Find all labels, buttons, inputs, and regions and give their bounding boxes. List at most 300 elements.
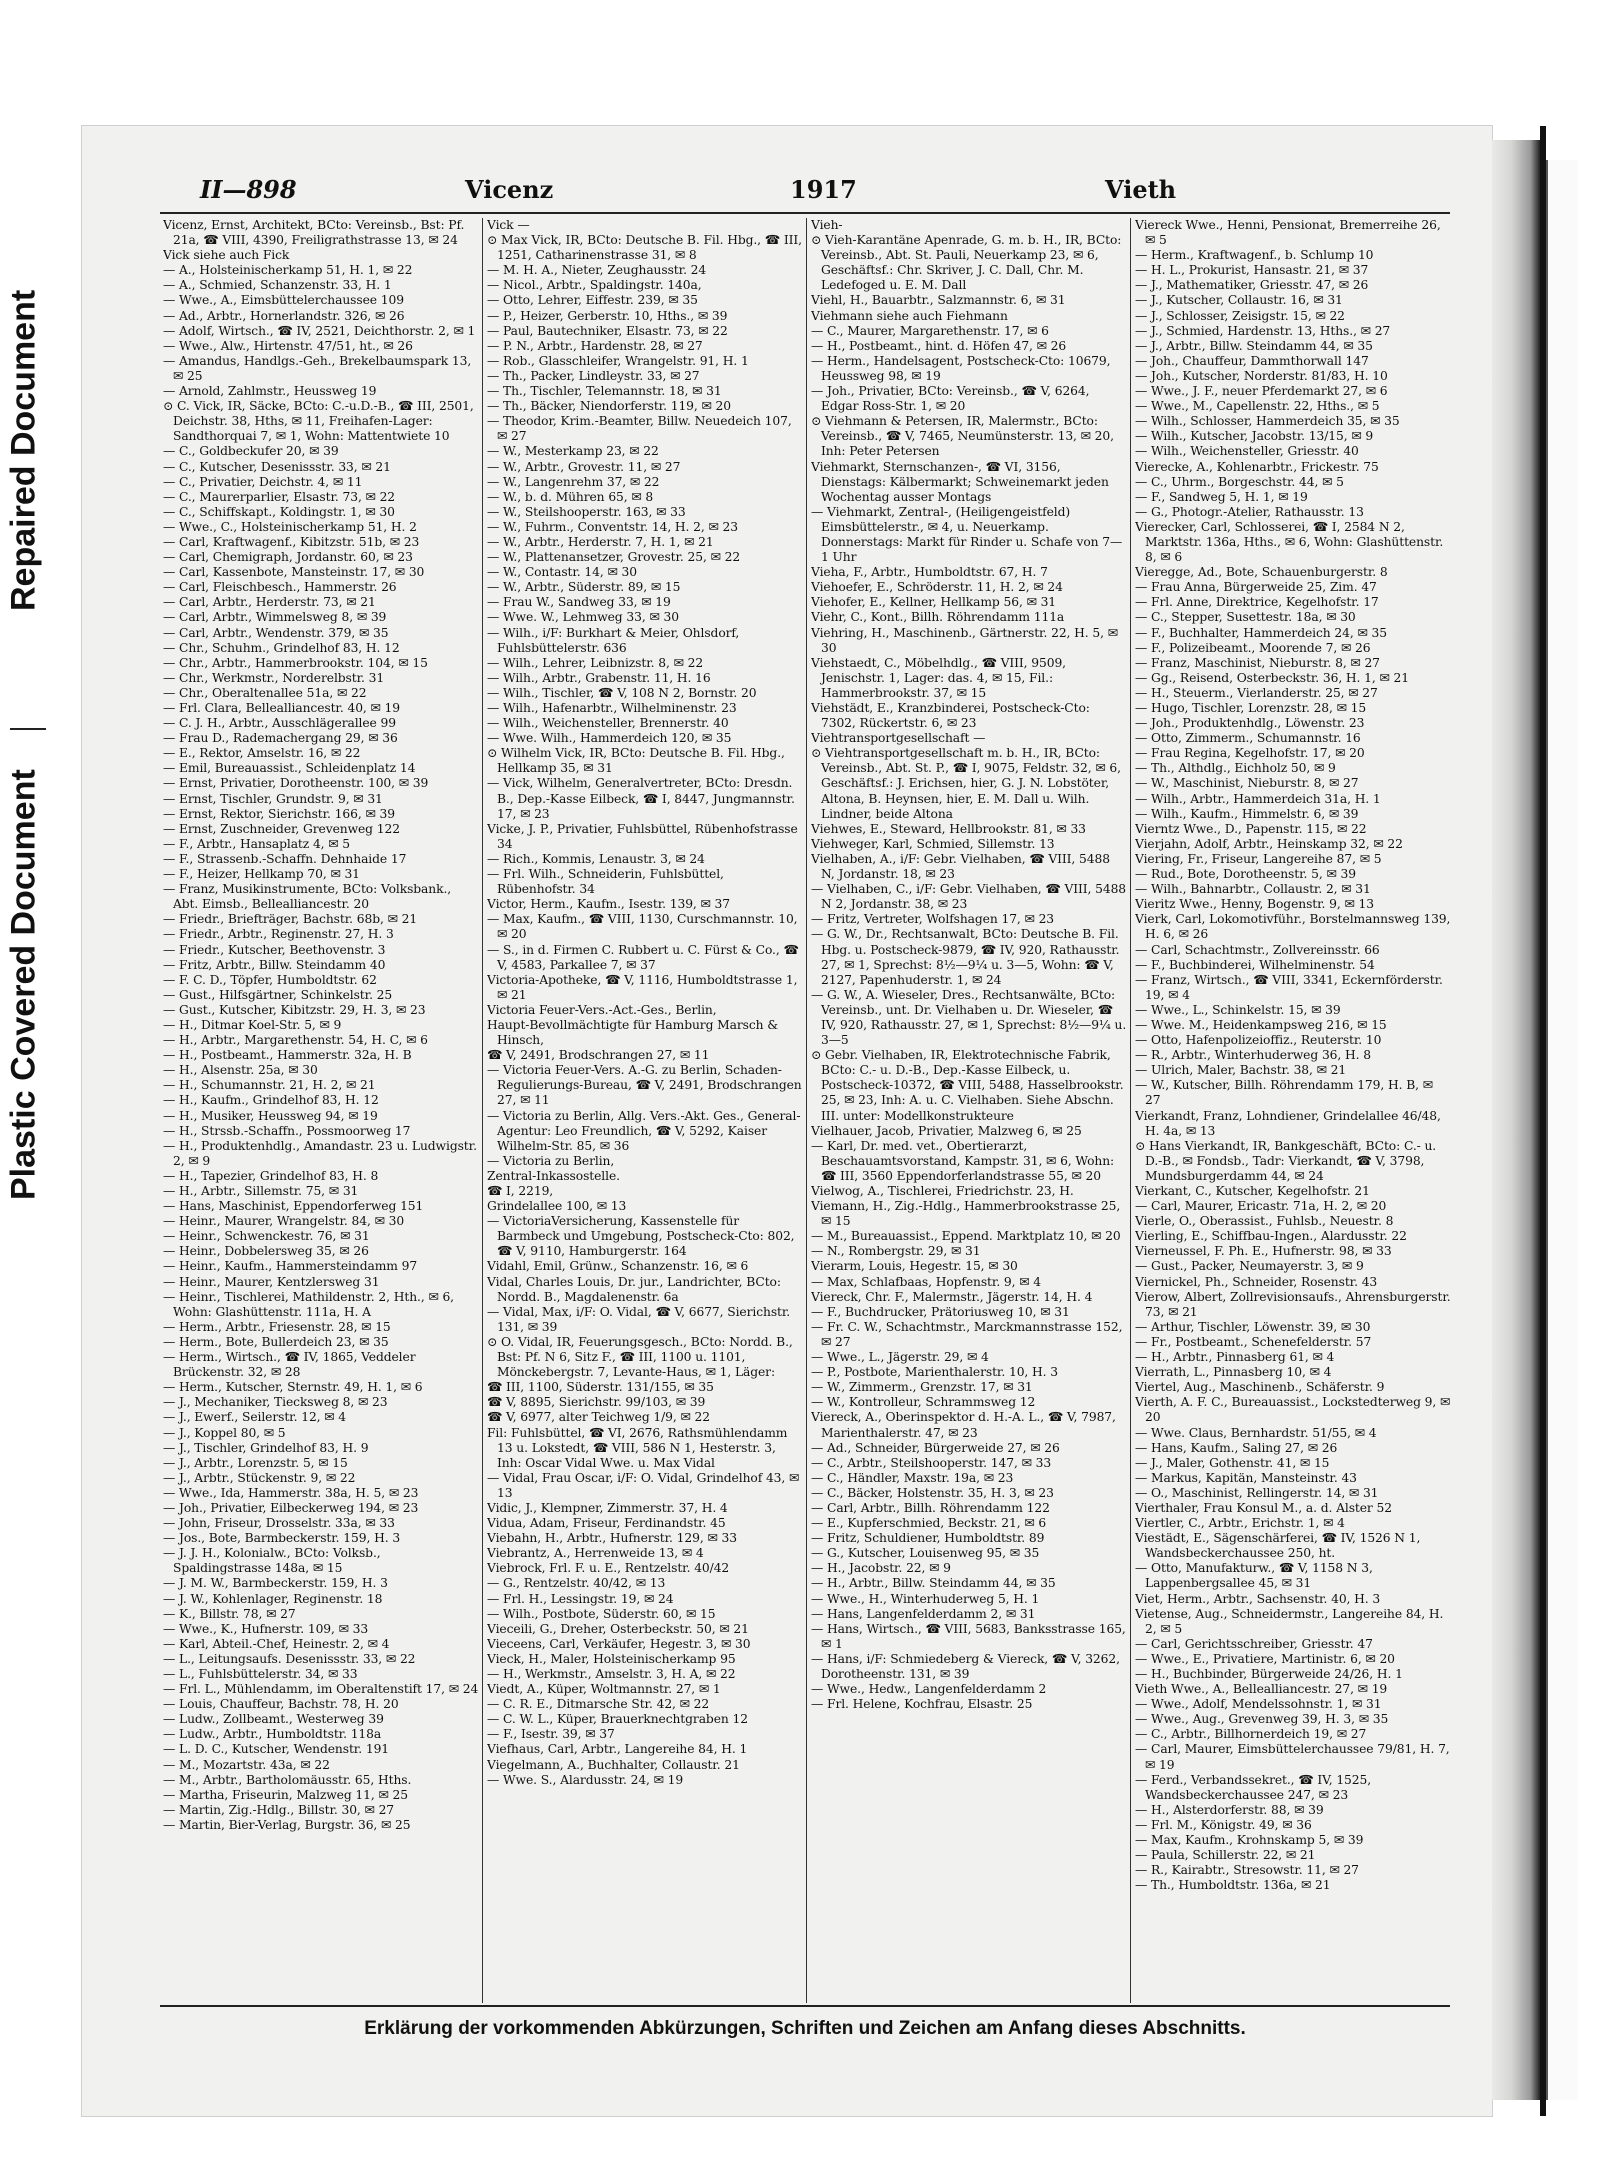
- directory-entry: — Th., Tischler, Telemannstr. 18, ✉ 31: [487, 384, 722, 399]
- directory-entry: Haupt-Bevollmächtigte für Hamburg Marsch & Hinsch,: [487, 1017, 779, 1048]
- directory-entry: Vick —: [487, 218, 530, 232]
- directory-entry: — Ad., Schneider, Bürgerweide 27, ✉ 26: [811, 1440, 1060, 1455]
- directory-entry: Viefhaus, Carl, Arbtr., Langereihe 84, H. 1: [487, 1742, 748, 1757]
- directory-entry: — Gust., Kutscher, Kibitzstr. 29, H. 3, ✉ 23: [163, 1002, 426, 1017]
- directory-entry: — H. L., Prokurist, Hansastr. 21, ✉ 37: [1135, 263, 1369, 278]
- directory-entry: — Heinr., Kaufm., Hammersteindamm 97: [163, 1259, 418, 1274]
- directory-entry: — J., Tischler, Grindelhof 83, H. 9: [163, 1440, 369, 1455]
- directory-entry: — P., Postbote, Marienthalerstr. 10, H. 3: [811, 1365, 1058, 1380]
- directory-entry: Vidic, J., Klempner, Zimmerstr. 37, H. 4: [487, 1500, 728, 1515]
- directory-entry: Vierjahn, Adolf, Arbtr., Heinskamp 32, ✉ 22: [1135, 836, 1403, 851]
- directory-entry: — Frl. Clara, Bellealliancestr. 40, ✉ 19: [163, 701, 400, 715]
- directory-entry: — Herm., Bote, Bullerdeich 23, ✉ 35: [163, 1334, 389, 1349]
- directory-entry: Vieth Wwe., A., Bellealliancestr. 27, ✉ 19: [1135, 1682, 1388, 1697]
- directory-entry: — Viehmarkt, Zentral-, (Heiligengeistfeld) Eimsbüttelerstr., ✉ 4, u. Neuerkamp. Donnerstags: Markt für Rinder u. Schafe von 7—1 Uhr: [811, 504, 1123, 565]
- directory-entry: — Joh., Chauffeur, Dammthorwall 147: [1135, 353, 1369, 368]
- directory-entry: — E., Kupferschmied, Beckstr. 21, ✉ 6: [811, 1516, 1047, 1531]
- directory-entry: Viehwes, E., Steward, Hellbrookstr. 81, ✉ 33: [811, 821, 1086, 836]
- directory-entry: — Wwe., Adolf, Mendelssohnstr. 1, ✉ 31: [1135, 1697, 1382, 1712]
- directory-entry: — H., Arbtr., Margarethenstr. 54, H. C, ✉ 6: [163, 1033, 428, 1048]
- directory-entry: — Joh., Kutscher, Norderstr. 81/83, H. 10: [1135, 368, 1388, 383]
- directory-entry: — Rich., Kommis, Lenaustr. 3, ✉ 24: [487, 851, 705, 866]
- directory-entry: — M. H. A., Nieter, Zeughausstr. 24: [487, 263, 707, 278]
- directory-entry: Victor, Herm., Kaufm., Isestr. 139, ✉ 37: [487, 897, 731, 912]
- directory-entry: Vierkant, C., Kutscher, Kegelhofstr. 21: [1135, 1184, 1370, 1198]
- directory-entry: — Ernst, Tischler, Grundstr. 9, ✉ 31: [163, 791, 383, 806]
- directory-entry: — W., Zimmerm., Grenzstr. 17, ✉ 31: [811, 1380, 1033, 1395]
- directory-entry: Vierntz Wwe., D., Papenstr. 115, ✉ 22: [1135, 821, 1367, 836]
- directory-entry: — Carl, Arbtr., Wimmelsweg 8, ✉ 39: [163, 610, 387, 625]
- directory-entry: Viestädt, E., Sägenschärferei, ☎ IV, 1526 N 1, Wandsbeckerchaussee 250, ht.: [1135, 1531, 1421, 1561]
- directory-entry: — Fritz, Schuldiener, Humboldtstr. 89: [811, 1531, 1045, 1546]
- directory-entry: — Martin, Bier-Verlag, Burgstr. 36, ✉ 25: [163, 1817, 411, 1832]
- column-1: [163, 218, 479, 2003]
- directory-entry: — Carl, Gerichtsschreiber, Griesstr. 47: [1135, 1636, 1373, 1651]
- directory-entry: — Carl, Chemigraph, Jordanstr. 60, ✉ 23: [163, 550, 413, 565]
- directory-entry: Viehmann siehe auch Fiehmann: [811, 308, 1008, 323]
- directory-entry: — Frau D., Rademachergang 29, ✉ 36: [163, 731, 398, 746]
- directory-entry: Vieregge, Ad., Bote, Schauenburgerstr. 8: [1135, 565, 1388, 580]
- directory-entry: — Wilh., Postbote, Süderstr. 60, ✉ 15: [487, 1606, 716, 1621]
- directory-entry: — Joh., Privatier, Eilbeckerweg 194, ✉ 23: [163, 1500, 419, 1515]
- directory-entry: — Max, Kaufm., ☎ VIII, 1130, Curschmannstr. 10, ✉ 20: [487, 912, 798, 942]
- directory-entry: — H., Schumannstr. 21, H. 2, ✉ 21: [163, 1078, 376, 1093]
- directory-entry: — Victoria Feuer-Vers. A.-G. zu Berlin, Schaden-Regulierungs-Bureau, ☎ V, 2491, Brodschrangen 27, ✉ 11: [487, 1063, 802, 1108]
- directory-entry: — G., Kutscher, Louisenweg 95, ✉ 35: [811, 1546, 1040, 1561]
- directory-entry: — Carl, Maurer, Ericastr. 71a, H. 2, ✉ 20: [1135, 1199, 1387, 1214]
- header-rule: [160, 212, 1450, 214]
- directory-entry: — M., Arbtr., Bartholomäusstr. 65, Hths.: [163, 1772, 412, 1787]
- directory-entry: — Fritz, Arbtr., Billw. Steindamm 40: [163, 957, 386, 972]
- directory-entry: Vierth, A. F. C., Bureauassist., Lockstedterweg 9, ✉ 20: [1135, 1395, 1451, 1425]
- directory-entry: — G. W., A. Wieseler, Dres., Rechtsanwälte, BCto: Vereinsb., unt. Dr. Vielhaben u. Dr. Wieseler, ☎ IV, 920, Rathausstr. 27, ✉ 1, Sprechst: 8½—9¼ u. 3—5: [811, 987, 1127, 1048]
- directory-entry: Vietense, Aug., Schneidermstr., Langereihe 84, H. 2, ✉ 5: [1135, 1606, 1444, 1636]
- directory-entry: Vierow, Albert, Zollrevisionsaufs., Ahrensburgerstr. 73, ✉ 21: [1135, 1289, 1451, 1319]
- directory-entry: — Frl. Helene, Kochfrau, Elsastr. 25: [811, 1697, 1033, 1712]
- directory-entry: — H., Postbeamt., hint. d. Höfen 47, ✉ 26: [811, 338, 1067, 353]
- directory-entry: — J., Mechaniker, Tiecksweg 8, ✉ 23: [163, 1395, 388, 1410]
- directory-entry: — Wwe., Ida, Hammerstr. 38a, H. 5, ✉ 23: [163, 1485, 419, 1500]
- directory-entry: Grindelallee 100, ✉ 13: [487, 1199, 627, 1214]
- directory-entry: — F., Isestr. 39, ✉ 37: [487, 1727, 615, 1742]
- directory-entry: — Wwe., C., Holsteinischerkamp 51, H. 2: [163, 519, 417, 534]
- directory-entry: Viehl, H., Bauarbtr., Salzmannstr. 6, ✉ 31: [811, 293, 1066, 308]
- directory-entry: Victoria Feuer-Vers.-Act.-Ges., Berlin,: [487, 1002, 717, 1017]
- directory-entry: — Carl, Kraftwagenf., Kibitzstr. 51b, ✉ 23: [163, 534, 420, 549]
- directory-entry: — W., Arbtr., Grovestr. 11, ✉ 27: [487, 459, 681, 474]
- directory-entry: — H., Kaufm., Grindelhof 83, H. 12: [163, 1093, 379, 1108]
- directory-entry: Vieh-: [811, 218, 843, 232]
- directory-entry: ☎ V, 8895, Sierichstr. 99/103, ✉ 39: [487, 1395, 706, 1410]
- directory-entry: — C., Bäcker, Holstenstr. 35, H. 3, ✉ 23: [811, 1485, 1054, 1500]
- directory-entry: — Ludw., Arbtr., Humboldtstr. 118a: [163, 1727, 382, 1742]
- directory-entry: — Heinr., Dobbelersweg 35, ✉ 26: [163, 1244, 369, 1259]
- plastic-covered-label: Plastic Covered Document: [4, 769, 43, 1201]
- directory-entry: — F., Buchhalter, Hammerdeich 24, ✉ 35: [1135, 625, 1387, 640]
- directory-entry: — Wwe. Claus, Bernhardstr. 51/55, ✉ 4: [1135, 1425, 1377, 1440]
- directory-entry: — Th., Packer, Lindleystr. 33, ✉ 27: [487, 368, 700, 383]
- directory-entry: — C. W. L., Küper, Brauerknechtgraben 12: [487, 1712, 748, 1727]
- directory-entry: — F., Strassenb.-Schaffn. Dehnhaide 17: [163, 851, 407, 866]
- directory-entry: Viereck, A., Oberinspektor d. H.-A. L., ☎ V, 7987, Marienthalerstr. 47, ✉ 23: [811, 1410, 1116, 1440]
- directory-entry: — C., Goldbeckufer 20, ✉ 39: [163, 444, 339, 459]
- directory-entry: — Friedr., Arbtr., Reginenstr. 27, H. 3: [163, 927, 394, 942]
- page-header: [0, 175, 1600, 215]
- directory-entry: — Wilh., i/F: Burkhart & Meier, Ohlsdorf, Fuhlsbüttelerstr. 636: [487, 625, 740, 655]
- directory-entry: — W., Kontrolleur, Schrammsweg 12: [811, 1395, 1036, 1410]
- directory-entry: — Wilh., Lehrer, Leibnizstr. 8, ✉ 22: [487, 655, 704, 670]
- directory-entry: — Martha, Friseurin, Malzweg 11, ✉ 25: [163, 1787, 408, 1802]
- directory-entry: — C., Händler, Maxstr. 19a, ✉ 23: [811, 1470, 1014, 1485]
- directory-entry: — Wwe., Hedw., Langenfelderdamm 2: [811, 1682, 1047, 1697]
- directory-entry: — W., Langenrehm 37, ✉ 22: [487, 474, 660, 489]
- directory-entry: — C., Kutscher, Desenissstr. 33, ✉ 21: [163, 459, 391, 474]
- directory-entry: Vidahl, Emil, Grünw., Schanzenstr. 16, ✉ 6: [487, 1259, 749, 1274]
- directory-entry: — Hans, Langenfelderdamm 2, ✉ 31: [811, 1606, 1036, 1621]
- directory-entry: — Otto, Manufakturw., ☎ V, 1158 N 3, Lappenbergsallee 45, ✉ 31: [1135, 1561, 1373, 1591]
- directory-entry: — P. N., Arbtr., Hardenstr. 28, ✉ 27: [487, 338, 703, 353]
- directory-entry: Viebahn, H., Arbtr., Hufnerstr. 129, ✉ 33: [487, 1531, 737, 1546]
- directory-entry: — Joh., Produktenhdlg., Löwenstr. 23: [1135, 716, 1365, 731]
- directory-entry: — Carl, Fleischbesch., Hammerstr. 26: [163, 580, 397, 595]
- directory-entry: Vieceili, G., Dreher, Osterbeckstr. 50, ✉ 21: [487, 1621, 749, 1636]
- directory-entry: — F., Sandweg 5, H. 1, ✉ 19: [1135, 489, 1308, 504]
- directory-entry: — F. C. D., Töpfer, Humboldtstr. 62: [163, 972, 377, 987]
- directory-entry: — A., Schmied, Schanzenstr. 33, H. 1: [163, 278, 392, 293]
- directory-entry: — Th., Althdlg., Eichholz 50, ✉ 9: [1135, 761, 1336, 776]
- directory-entry: — Max, Schlafbaas, Hopfenstr. 9, ✉ 4: [811, 1274, 1042, 1289]
- directory-entry: — C. J. H., Arbtr., Ausschlägerallee 99: [163, 716, 396, 731]
- directory-entry: ⊙ O. Vidal, IR, Feuerungsgesch., BCto: Nordd. B., Bst: Pf. N 6, Sitz F., ☎ III, 1100 u. 1101, Mönckebergstr. 7, Levante-Haus, ✉ 1, Läger:: [487, 1334, 793, 1380]
- directory-entry: — Vielhaben, C., i/F: Gebr. Vielhaben, ☎ VIII, 5488 N 2, Jordanstr. 38, ✉ 23: [811, 882, 1127, 912]
- directory-entry: — Adolf, Wirtsch., ☎ IV, 2521, Deichthorstr. 2, ✉ 1: [163, 323, 476, 338]
- directory-entry: — Hans, Wirtsch., ☎ VIII, 5683, Banksstrasse 165, ✉ 1: [811, 1621, 1126, 1651]
- directory-entry: — Wwe., Aug., Grevenweg 39, H. 3, ✉ 35: [1135, 1712, 1389, 1727]
- directory-entry: Viehr, C., Kont., Billh. Röhrendamm 111a: [811, 610, 1065, 625]
- directory-entry: Vielhauer, Jacob, Privatier, Malzweg 6, ✉ 25: [811, 1123, 1082, 1138]
- page-number: II—898: [200, 175, 297, 204]
- directory-entry: — J., Ewerf., Seilerstr. 12, ✉ 4: [163, 1410, 347, 1425]
- directory-entry: — O., Maschinist, Rellingerstr. 14, ✉ 31: [1135, 1485, 1379, 1500]
- directory-entry: Vierkandt, Franz, Lohndiener, Grindelallee 46/48, H. 4a, ✉ 13: [1135, 1108, 1441, 1138]
- directory-entry: — C., Maurerparlier, Elsastr. 73, ✉ 22: [163, 489, 396, 504]
- directory-entry: — F., Buchbinderei, Wilhelminenstr. 54: [1135, 957, 1375, 972]
- directory-entry: — Vidal, Max, i/F: O. Vidal, ☎ V, 6677, Sierichstr. 131, ✉ 39: [487, 1304, 791, 1334]
- directory-entry: — Vidal, Frau Oscar, i/F: O. Vidal, Grindelhof 43, ✉ 13: [487, 1470, 800, 1500]
- directory-entry: — Karl, Dr. med. vet., Obertierarzt, Beschauamtsvorstand, Kampstr. 31, ✉ 6, Wohn: ☎ III, 3560 Eppendorferlandstrasse 55, ✉ 20: [811, 1138, 1115, 1183]
- directory-entry: — H., Produktenhdlg., Amandastr. 23 u. Ludwigstr. 2, ✉ 9: [163, 1138, 477, 1168]
- column-2: [487, 218, 803, 2003]
- directory-entry: — Wilh., Kaufm., Himmelstr. 6, ✉ 39: [1135, 806, 1359, 821]
- directory-entry: — Heinr., Tischlerei, Mathildenstr. 2, Hth., ✉ 6, Wohn: Glashüttenstr. 111a, H. A: [163, 1289, 454, 1319]
- directory-entry: — W., Plattenansetzer, Grovestr. 25, ✉ 22: [487, 550, 741, 565]
- directory-entry: — H., Strssb.-Schaffn., Possmoorweg 17: [163, 1123, 411, 1138]
- directory-entry: — Hans, Kaufm., Saling 27, ✉ 26: [1135, 1440, 1338, 1455]
- directory-entry: — Frau W., Sandweg 33, ✉ 19: [487, 595, 671, 610]
- directory-entry: — Herm., Handelsagent, Postscheck-Cto: 10679, Heussweg 98, ✉ 19: [811, 353, 1111, 383]
- directory-entry: — P., Heizer, Gerberstr. 10, Hths., ✉ 39: [487, 308, 728, 323]
- directory-entry: — J., Arbtr., Billw. Steindamm 44, ✉ 35: [1135, 338, 1373, 353]
- directory-entry: — Wilh., Bahnarbtr., Collaustr. 2, ✉ 31: [1135, 882, 1371, 897]
- directory-entry: — Th., Bäcker, Niendorferstr. 119, ✉ 20: [487, 399, 731, 414]
- directory-entry: — F., Heizer, Hellkamp 70, ✉ 31: [163, 867, 360, 882]
- directory-entry: — H., Werkmstr., Amselstr. 3, H. A, ✉ 22: [487, 1667, 736, 1681]
- directory-entry: — H., Arbtr., Pinnasberg 61, ✉ 4: [1135, 1350, 1335, 1365]
- directory-entry: — Wwe., K., Hufnerstr. 109, ✉ 33: [163, 1621, 369, 1636]
- header-first-word: Vicenz: [465, 175, 554, 204]
- directory-entry: — Carl, Arbtr., Billh. Röhrendamm 122: [811, 1500, 1050, 1515]
- directory-entry: Vierthaler, Frau Konsul M., a. d. Alster 52: [1135, 1500, 1392, 1515]
- directory-entry: — Carl, Maurer, Eimsbüttelerchaussee 79/81, H. 7, ✉ 19: [1135, 1742, 1450, 1772]
- directory-entry: — H., Buchbinder, Bürgerweide 24/26, H. 1: [1135, 1667, 1403, 1681]
- directory-entry: — Wwe. S., Alardusstr. 24, ✉ 19: [487, 1772, 684, 1787]
- directory-entry: — J., Arbtr., Stückenstr. 9, ✉ 22: [163, 1470, 356, 1485]
- directory-entry: — Ernst, Rektor, Sierichstr. 166, ✉ 39: [163, 806, 395, 821]
- directory-entry: Vieritz Wwe., Henny, Bogenstr. 9, ✉ 13: [1135, 897, 1374, 912]
- directory-entry: Viereck Wwe., Henni, Pensionat, Bremerreihe 26, ✉ 5: [1135, 218, 1441, 248]
- directory-entry: — Chr., Werkmstr., Norderelbstr. 31: [163, 670, 385, 685]
- directory-entry: Zentral-Inkassostelle.: [487, 1168, 620, 1183]
- directory-entry: — Ernst, Zuschneider, Grevenweg 122: [163, 821, 400, 836]
- directory-entry: — Victoria zu Berlin, Allg. Vers.-Akt. Ges., General-Agentur: Leo Freundlich, ☎ V, 5292, Kaiser Wilhelm-Str. 85, ✉ 36: [487, 1108, 801, 1153]
- directory-entry: Viebrantz, A., Herrenweide 13, ✉ 4: [487, 1546, 704, 1561]
- directory-entry: — Wwe., A., Eimsbüttelerchaussee 109: [163, 293, 404, 308]
- directory-entry: Viereck, Chr. F., Malermstr., Jägerstr. 14, H. 4: [811, 1289, 1093, 1304]
- directory-entry: — Theodor, Krim.-Beamter, Billw. Neuedeich 107, ✉ 27: [487, 414, 792, 444]
- directory-entry: — Wwe. Wilh., Hammerdeich 120, ✉ 35: [487, 731, 732, 746]
- directory-entry: — Max, Kaufm., Krohnskamp 5, ✉ 39: [1135, 1833, 1364, 1848]
- directory-entry: — H., Arbtr., Sillemstr. 75, ✉ 31: [163, 1184, 359, 1198]
- directory-entry: — Wilh., Arbtr., Hammerdeich 31a, H. 1: [1135, 791, 1381, 806]
- directory-entry: — Franz, Musikinstrumente, BCto: Volksbank., Abt. Eimsb., Bellealliancestr. 20: [163, 882, 452, 912]
- directory-entry: — Heinr., Schwenckestr. 76, ✉ 31: [163, 1229, 370, 1244]
- directory-entry: ☎ V, 2491, Brodschrangen 27, ✉ 11: [487, 1048, 710, 1063]
- directory-entry: — Paul, Bautechniker, Elsastr. 73, ✉ 22: [487, 323, 728, 338]
- directory-entry: Viehmarkt, Sternschanzen-, ☎ VI, 3156, Dienstags: Kälbermarkt; Schweinemarkt jeden Wochentag ausser Montags: [811, 459, 1109, 504]
- directory-entry: — Chr., Arbtr., Hammerbrookstr. 104, ✉ 15: [163, 655, 428, 670]
- next-page-strip: [1546, 160, 1578, 2100]
- directory-entry: — Fritz, Vertreter, Wolfshagen 17, ✉ 23: [811, 912, 1055, 927]
- directory-entry: — Wilh., Hafenarbtr., Wilhelminenstr. 23: [487, 701, 737, 715]
- directory-entry: — Frl. M., Königstr. 49, ✉ 36: [1135, 1817, 1312, 1832]
- directory-entry: — Wwe., M., Capellenstr. 22, Hths., ✉ 5: [1135, 399, 1380, 414]
- directory-entry: — Franz, Wirtsch., ☎ VIII, 3341, Eckernförderstr. 19, ✉ 4: [1135, 972, 1443, 1002]
- label-divider: [10, 728, 46, 730]
- directory-entry: — F., Arbtr., Hansaplatz 4, ✉ 5: [163, 836, 351, 851]
- directory-entry: Viehstädt, E., Kranzbinderei, Postscheck-Cto: 7302, Rückertstr. 6, ✉ 23: [811, 701, 1090, 731]
- directory-entry: — W., Kutscher, Billh. Röhrendamm 179, H. B, ✉ 27: [1135, 1078, 1433, 1108]
- directory-entry: Vierk, Carl, Lokomotivführ., Borstelmannsweg 139, H. 6, ✉ 26: [1135, 912, 1451, 942]
- directory-entry: Vierrath, L., Pinnasberg 10, ✉ 4: [1135, 1365, 1332, 1380]
- directory-entry: — J., Kutscher, Collaustr. 16, ✉ 31: [1135, 293, 1343, 308]
- directory-entry: — Amandus, Handlgs.-Geh., Brekelbaumspark 13, ✉ 25: [163, 353, 472, 383]
- directory-entry: — Carl, Arbtr., Herderstr. 73, ✉ 21: [163, 595, 376, 610]
- directory-entry: — G. W., Dr., Rechtsanwalt, BCto: Deutsche B. Fil. Hbg. u. Postscheck-9879, ☎ IV, 920, Rathausstr. 27, ✉ 1, Sprechst: 8½—9¼ u. 3—5, Wohn: ☎ V, 2127, Papenhuderstr. 1, ✉ 24: [811, 927, 1120, 987]
- directory-entry: — Wwe. W., Lehmweg 33, ✉ 30: [487, 610, 679, 625]
- directory-entry: — Wilh., Weichensteller, Griesstr. 40: [1135, 444, 1359, 459]
- directory-entry: — Wwe., J. F., neuer Pferdemarkt 27, ✉ 6: [1135, 384, 1388, 399]
- directory-entry: — Joh., Privatier, BCto: Vereinsb., ☎ V, 6264, Edgar Ross-Str. 1, ✉ 20: [811, 384, 1090, 414]
- directory-entry: — Th., Humboldtstr. 136a, ✉ 21: [1135, 1878, 1331, 1893]
- directory-entry: — R., Arbtr., Winterhuderweg 36, H. 8: [1135, 1048, 1371, 1063]
- directory-entry: — Markus, Kapitän, Mansteinstr. 43: [1135, 1470, 1357, 1485]
- directory-entry: — J., Schlosser, Zeisigstr. 15, ✉ 22: [1135, 308, 1345, 323]
- directory-entry: — Chr., Oberaltenallee 51a, ✉ 22: [163, 685, 367, 700]
- page-curl-shadow: [1492, 140, 1540, 2100]
- directory-entry: — H., Musiker, Heussweg 94, ✉ 19: [163, 1108, 378, 1123]
- directory-entry: ⊙ Hans Vierkandt, IR, Bankgeschäft, BCto: C.- u. D.-B., ✉ Fondsb., Tadr: Vierkandt, ☎ V, 3798, Mundsburgerdamm 44, ✉ 24: [1135, 1138, 1437, 1183]
- footer-rule: [160, 2005, 1450, 2007]
- directory-entry: — W., Fuhrm., Conventstr. 14, H. 2, ✉ 23: [487, 519, 738, 534]
- directory-entry: — M., Bureauassist., Eppend. Marktplatz 10, ✉ 20: [811, 1229, 1121, 1244]
- directory-entry: — Gg., Reisend, Osterbeckstr. 36, H. 1, ✉ 21: [1135, 670, 1409, 685]
- directory-entry: Viertel, Aug., Maschinenb., Schäferstr. 9: [1135, 1380, 1385, 1395]
- directory-entry: — Hans, i/F: Schmiedeberg & Viereck, ☎ V, 3262, Dorotheenstr. 131, ✉ 39: [811, 1651, 1120, 1681]
- directory-entry: — Wwe., E., Privatiere, Martinistr. 6, ✉ 20: [1135, 1651, 1395, 1666]
- directory-entry: — K., Billstr. 78, ✉ 27: [163, 1606, 296, 1621]
- directory-entry: ⊙ Gebr. Vielhaben, IR, Elektrotechnische Fabrik, BCto: C.- u. D.-B., Dep.-Kasse Eilbeck, u. Postscheck-10372, ☎ VIII, 5488, Hasselbrookstr. 25, ✉ 23, Inh: A. u. C. Vielhaben. Siehe Abschn. III. unter: Modellkonstrukteure: [811, 1048, 1124, 1123]
- directory-entry: — Wwe., L., Schinkelstr. 15, ✉ 39: [1135, 1002, 1341, 1017]
- directory-entry: Vidal, Charles Louis, Dr. jur., Landrichter, BCto: Nordd. B., Magdalenenstr. 6a: [487, 1274, 781, 1304]
- directory-entry: Viemann, H., Zig.-Hdlg., Hammerbrookstrasse 25, ✉ 15: [811, 1199, 1121, 1229]
- repaired-document-label: Repaired Document: [4, 289, 43, 611]
- directory-entry: — M., Mozartstr. 43a, ✉ 22: [163, 1757, 330, 1772]
- directory-entry: — J. M. W., Barmbeckerstr. 159, H. 3: [163, 1576, 388, 1591]
- directory-entry: — H., Jacobstr. 22, ✉ 9: [811, 1561, 951, 1576]
- directory-entry: — Friedr., Kutscher, Beethovenstr. 3: [163, 942, 386, 957]
- directory-entry: Viet, Herm., Arbtr., Sachsenstr. 40, H. 3: [1135, 1591, 1381, 1606]
- directory-entry: — Karl, Abteil.-Chef, Heinestr. 2, ✉ 4: [163, 1636, 390, 1651]
- directory-entry: Viehstaedt, C., Möbelhdlg., ☎ VIII, 9509, Jenischstr. 1, Lager: das. 4, ✉ 15, Fil.: Hammerbrookstr. 37, ✉ 15: [811, 655, 1066, 700]
- directory-entry: — H., Arbtr., Billw. Steindamm 44, ✉ 35: [811, 1576, 1056, 1591]
- directory-entry: — Friedr., Briefträger, Bachstr. 68b, ✉ 21: [163, 912, 418, 927]
- directory-entry: Vieceens, Carl, Verkäufer, Hegestr. 3, ✉ 30: [487, 1636, 751, 1651]
- directory-entry: Vielhaben, A., i/F: Gebr. Vielhaben, ☎ VIII, 5488 N, Jordanstr. 18, ✉ 23: [811, 851, 1110, 882]
- directory-entry: — Hans, Maschinist, Eppendorferweg 151: [163, 1199, 424, 1214]
- directory-entry: Viernickel, Ph., Schneider, Rosenstr. 43: [1135, 1274, 1378, 1289]
- directory-entry: — Wwe. M., Heidenkampsweg 216, ✉ 15: [1135, 1017, 1387, 1032]
- directory-entry: — Chr., Schuhm., Grindelhof 83, H. 12: [163, 640, 400, 655]
- directory-entry: — C., Arbtr., Billhornerdeich 19, ✉ 27: [1135, 1727, 1367, 1742]
- directory-entry: — F., Buchdrucker, Prätoriusweg 10, ✉ 31: [811, 1304, 1070, 1319]
- directory-entry: — Wilh., Kutscher, Jacobstr. 13/15, ✉ 9: [1135, 429, 1374, 444]
- directory-entry: — C., Privatier, Deichstr. 4, ✉ 11: [163, 474, 363, 489]
- header-year: 1917: [790, 175, 857, 204]
- directory-entry: Viegelmann, A., Buchhalter, Collaustr. 21: [487, 1757, 740, 1772]
- directory-entry: — C., Uhrm., Borgeschstr. 44, ✉ 5: [1135, 474, 1344, 489]
- directory-entry: Vieck, H., Maler, Holsteinischerkamp 95: [487, 1651, 736, 1666]
- directory-entry: — Franz, Maschinist, Nieburstr. 8, ✉ 27: [1135, 655, 1380, 670]
- directory-entry: — H., Postbeamt., Hammerstr. 32a, H. B: [163, 1048, 412, 1063]
- directory-entry: ⊙ Max Vick, IR, BCto: Deutsche B. Fil. Hbg., ☎ III, 1251, Catharinenstrasse 31, ✉ 8: [487, 233, 802, 263]
- directory-entry: — Martin, Zig.-Hdlg., Billstr. 30, ✉ 27: [163, 1802, 395, 1817]
- directory-entry: Vieha, F., Arbtr., Humboldtstr. 67, H. 7: [811, 565, 1048, 580]
- directory-entry: — J., Koppel 80, ✉ 5: [163, 1425, 286, 1440]
- directory-entry: — Frl. H., Lessingstr. 19, ✉ 24: [487, 1591, 674, 1606]
- directory-entry: Vierecke, A., Kohlenarbtr., Frickestr. 75: [1135, 459, 1379, 474]
- directory-entry: — Ad., Arbtr., Hornerlandstr. 326, ✉ 26: [163, 308, 405, 323]
- directory-entry: Viering, Fr., Friseur, Langereihe 87, ✉ 5: [1135, 851, 1382, 866]
- directory-entry: — C. R. E., Ditmarsche Str. 42, ✉ 22: [487, 1697, 710, 1712]
- directory-entry: — Ferd., Verbandssekret., ☎ IV, 1525, Wandsbeckerchaussee 247, ✉ 23: [1135, 1772, 1372, 1802]
- directory-entry: — Fr. C. W., Schachtmstr., Marckmannstrasse 152, ✉ 27: [811, 1319, 1123, 1349]
- directory-entry: — Heinr., Maurer, Wrangelstr. 84, ✉ 30: [163, 1214, 405, 1229]
- directory-entry: — C., Schiffskapt., Koldingstr. 1, ✉ 30: [163, 504, 395, 519]
- directory-entry: — Gust., Packer, Neumayerstr. 3, ✉ 9: [1135, 1259, 1364, 1274]
- directory-entry: ⊙ Vieh-Karantäne Apenrade, G. m. b. H., IR, BCto: Vereinsb., Abt. St. Pauli, Neuerkamp 23, ✉ 6, Geschäftsf.: Chr. Skriver, J. C. Dall, Chr. M. Ledefoged u. E. M. Dall: [811, 233, 1122, 293]
- directory-entry: — N., Rombergstr. 29, ✉ 31: [811, 1244, 981, 1259]
- directory-entry: Vierle, O., Oberassist., Fuhlsb., Neuestr. 8: [1135, 1214, 1394, 1229]
- directory-entry: Viehofer, E., Kellner, Hellkamp 56, ✉ 31: [811, 595, 1057, 610]
- column-divider: [806, 218, 807, 2003]
- directory-entry: — L. D. C., Kutscher, Wendenstr. 191: [163, 1742, 390, 1757]
- directory-entry: — F., Polizeibeamt., Moorende 7, ✉ 26: [1135, 640, 1371, 655]
- directory-entry: — Frau Regina, Kegelhofstr. 17, ✉ 20: [1135, 746, 1365, 761]
- directory-entry: Vielwog, A., Tischlerei, Friedrichstr. 23, H.: [811, 1184, 1074, 1198]
- directory-entry: — Wilh., Tischler, ☎ V, 108 N 2, Bornstr. 20: [487, 685, 757, 700]
- directory-entry: — Wilh., Arbtr., Grabenstr. 11, H. 16: [487, 670, 711, 685]
- directory-entry: ☎ III, 1100, Süderstr. 131/155, ✉ 35: [487, 1380, 714, 1395]
- directory-entry: — Herm., Arbtr., Friesenstr. 28, ✉ 15: [163, 1319, 391, 1334]
- directory-entry: Vidua, Adam, Friseur, Ferdinandstr. 45: [487, 1516, 726, 1531]
- directory-entry: Viehtransportgesellschaft —: [811, 731, 986, 746]
- directory-entry: — J. J. H., Kolonialw., BCto: Volksb., Spaldingstrasse 148a, ✉ 15: [163, 1546, 381, 1576]
- directory-entry: Vick siehe auch Fick: [163, 248, 290, 263]
- directory-entry: — Frl. Anne, Direktrice, Kegelhofstr. 17: [1135, 595, 1379, 610]
- directory-entry: — L., Leitungsaufs. Desenissstr. 33, ✉ 22: [163, 1651, 416, 1666]
- directory-entry: Viertler, C., Arbtr., Erichstr. 1, ✉ 4: [1135, 1516, 1345, 1531]
- directory-entry: — Herm., Kraftwagenf., b. Schlump 10: [1135, 248, 1374, 263]
- directory-entry: — Wwe., Alw., Hirtenstr. 47/51, ht., ✉ 26: [163, 338, 413, 353]
- directory-entry: — J., Maler, Gothenstr. 41, ✉ 15: [1135, 1455, 1330, 1470]
- directory-entry: ⊙ C. Vick, IR, Säcke, BCto: C.-u.D.-B., ☎ III, 2501, Deichstr. 38, Hths, ✉ 11, Freihafen-Lager: Sandthorquai 7, ✉ 1, Wohn: Mattentwiete 10: [163, 399, 474, 444]
- directory-entry: Vierarm, Louis, Hegestr. 15, ✉ 30: [811, 1259, 1018, 1274]
- directory-entry: Vierling, E., Schiffbau-Ingen., Alardusstr. 22: [1135, 1229, 1407, 1244]
- directory-entry: — J., Arbtr., Lorenzstr. 5, ✉ 15: [163, 1455, 348, 1470]
- directory-entry: — Heinr., Maurer, Kentzlersweg 31: [163, 1274, 380, 1289]
- directory-entry: — R., Kairabtr., Stresowstr. 11, ✉ 27: [1135, 1863, 1359, 1878]
- directory-entry: — W., Mesterkamp 23, ✉ 22: [487, 444, 659, 459]
- directory-entry: — Jos., Bote, Barmbeckerstr. 159, H. 3: [163, 1531, 401, 1546]
- directory-entry: — Fr., Postbeamt., Schenefelderstr. 57: [1135, 1334, 1372, 1349]
- directory-entry: — Rud., Bote, Dorotheenstr. 5, ✉ 39: [1135, 867, 1356, 882]
- abbreviation-note: Erklärung der vorkommenden Abkürzungen, Schriften und Zeichen am Anfang dieses Abschnitts.: [364, 2018, 1246, 2039]
- directory-entry: — W., Steilshooperstr. 163, ✉ 33: [487, 504, 686, 519]
- directory-entry: — S., in d. Firmen C. Rubbert u. C. Fürst & Co., ☎ V, 4583, Parkallee 7, ✉ 37: [487, 942, 799, 972]
- directory-entry: — C., Maurer, Margarethenstr. 17, ✉ 6: [811, 323, 1049, 338]
- header-last-word: Vieth: [1105, 175, 1177, 204]
- column-divider: [482, 218, 483, 2003]
- directory-entry: — G., Photogr.-Atelier, Rathausstr. 13: [1135, 504, 1364, 519]
- directory-entry: — Victoria zu Berlin,: [487, 1153, 615, 1168]
- directory-entry: — A., Holsteinischerkamp 51, H. 1, ✉ 22: [163, 263, 413, 278]
- directory-entry: — H., Alsenstr. 25a, ✉ 30: [163, 1063, 318, 1078]
- directory-entry: — Otto, Lehrer, Eiffestr. 239, ✉ 35: [487, 293, 698, 308]
- directory-entry: — Gust., Hilfsgärtner, Schinkelstr. 25: [163, 987, 393, 1002]
- directory-entry: — W., Arbtr., Süderstr. 89, ✉ 15: [487, 580, 681, 595]
- directory-entry: — Arnold, Zahlmstr., Heussweg 19: [163, 384, 377, 399]
- directory-entry: — Wwe., L., Jägerstr. 29, ✉ 4: [811, 1350, 989, 1365]
- directory-entry: — Wilh., Schlosser, Hammerdeich 35, ✉ 35: [1135, 414, 1400, 429]
- directory-entry: — Vick, Wilhelm, Generalvertreter, BCto: Dresdn. B., Dep.-Kasse Eilbeck, ☎ I, 8447, Jungmannstr. 17, ✉ 23: [487, 776, 795, 821]
- directory-entry: — Hugo, Tischler, Lorenzstr. 28, ✉ 15: [1135, 701, 1367, 715]
- directory-entry: — Herm., Kutscher, Sternstr. 49, H. 1, ✉ 6: [163, 1380, 423, 1395]
- directory-entry: — Frl. L., Mühlendamm, im Oberaltenstift 17, ✉ 24: [163, 1682, 479, 1697]
- directory-entry: — H., Tapezier, Grindelhof 83, H. 8: [163, 1168, 379, 1183]
- directory-entry: — W., Contastr. 14, ✉ 30: [487, 565, 637, 580]
- directory-entry: — Otto, Hafenpolizeioffiz., Reuterstr. 10: [1135, 1033, 1382, 1048]
- directory-entry: Vierecker, Carl, Schlosserei, ☎ I, 2584 N 2, Marktstr. 136a, Hths., ✉ 6, Wohn: Glashüttenstr. 8, ✉ 6: [1135, 519, 1444, 565]
